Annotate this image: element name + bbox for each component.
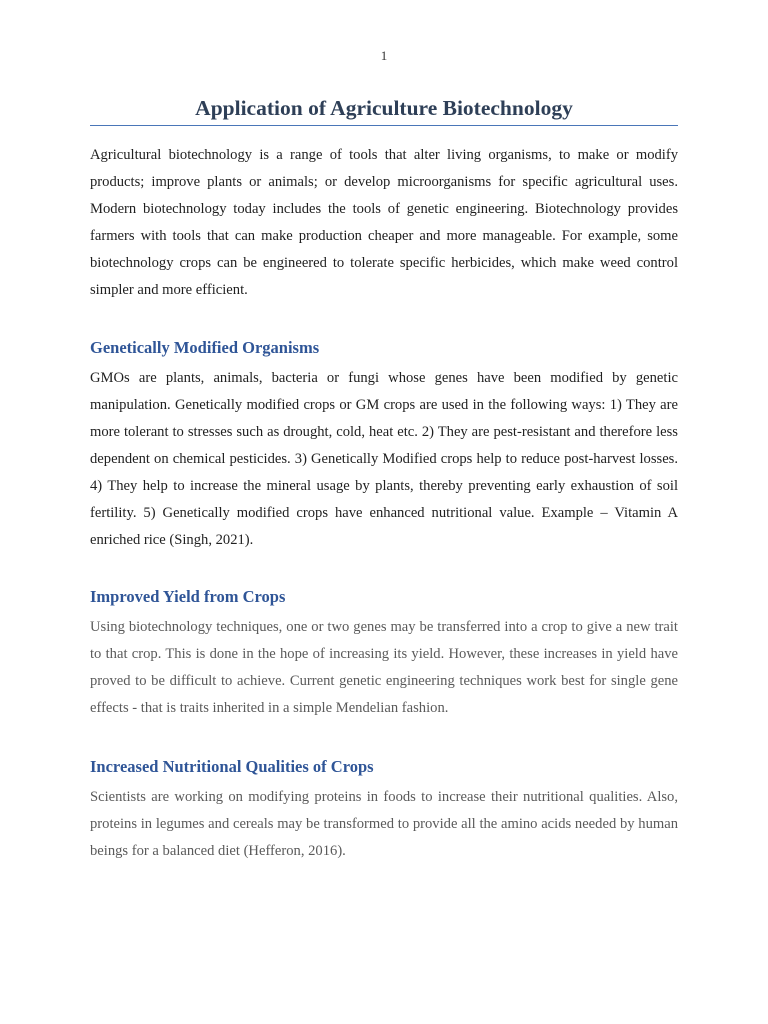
section-body-nutrition: Scientists are working on modifying proteins in foods to increase their nutritional qualities. Also, proteins in legumes and cereals may be transformed to provide all the amino acids needed by human beings for a balanced diet (Hefferon, 2016). xyxy=(90,789,678,859)
section-heading-yield: Improved Yield from Crops xyxy=(90,587,286,606)
title-underline xyxy=(90,125,678,126)
intro-paragraph: Agricultural biotechnology is a range of tools that alter living organisms, to make or modify products; improve plants or animals; or develop microorganisms for specific agricultural uses. Modern biotechnology today includes the tools of genetic engineering. Biotechnology provides farmers with tools that can make production cheaper and more manageable. For example, some biotechnology crops can be engineered to tolerate specific herbicides, which make weed control simpler and more efficient. xyxy=(90,147,678,298)
section-heading-nutrition: Increased Nutritional Qualities of Crops xyxy=(90,757,374,776)
document-title: Application of Agriculture Biotechnology xyxy=(195,96,573,120)
page-number: 1 xyxy=(380,48,388,63)
section-body-gmo: GMOs are plants, animals, bacteria or fungi whose genes have been modified by genetic manipulation. Genetically modified crops or GM crops are used in the following ways: 1) They are more tolerant to stresses such as drought, cold, heat etc. 2) They are pest-resistant and therefore less dependent on chemical pesticides. 3) Genetically Modified crops help to reduce post-harvest losses. 4) They help to increase the mineral usage by plants, thereby preventing early exhaustion of soil fertility. 5) Genetically modified crops have enhanced nutritional value. Example – Vitamin A enriched rice (Singh, 2021). xyxy=(90,370,678,548)
section-body-yield: Using biotechnology techniques, one or two genes may be transferred into a crop to give a new trait to that crop. This is done in the hope of increasing its yield. However, these increases in yield have proved to be difficult to achieve. Current genetic engineering techniques work best for single gene effects - that is traits inherited in a simple Mendelian fashion. xyxy=(90,619,678,716)
section-heading-gmo: Genetically Modified Organisms xyxy=(90,338,320,357)
